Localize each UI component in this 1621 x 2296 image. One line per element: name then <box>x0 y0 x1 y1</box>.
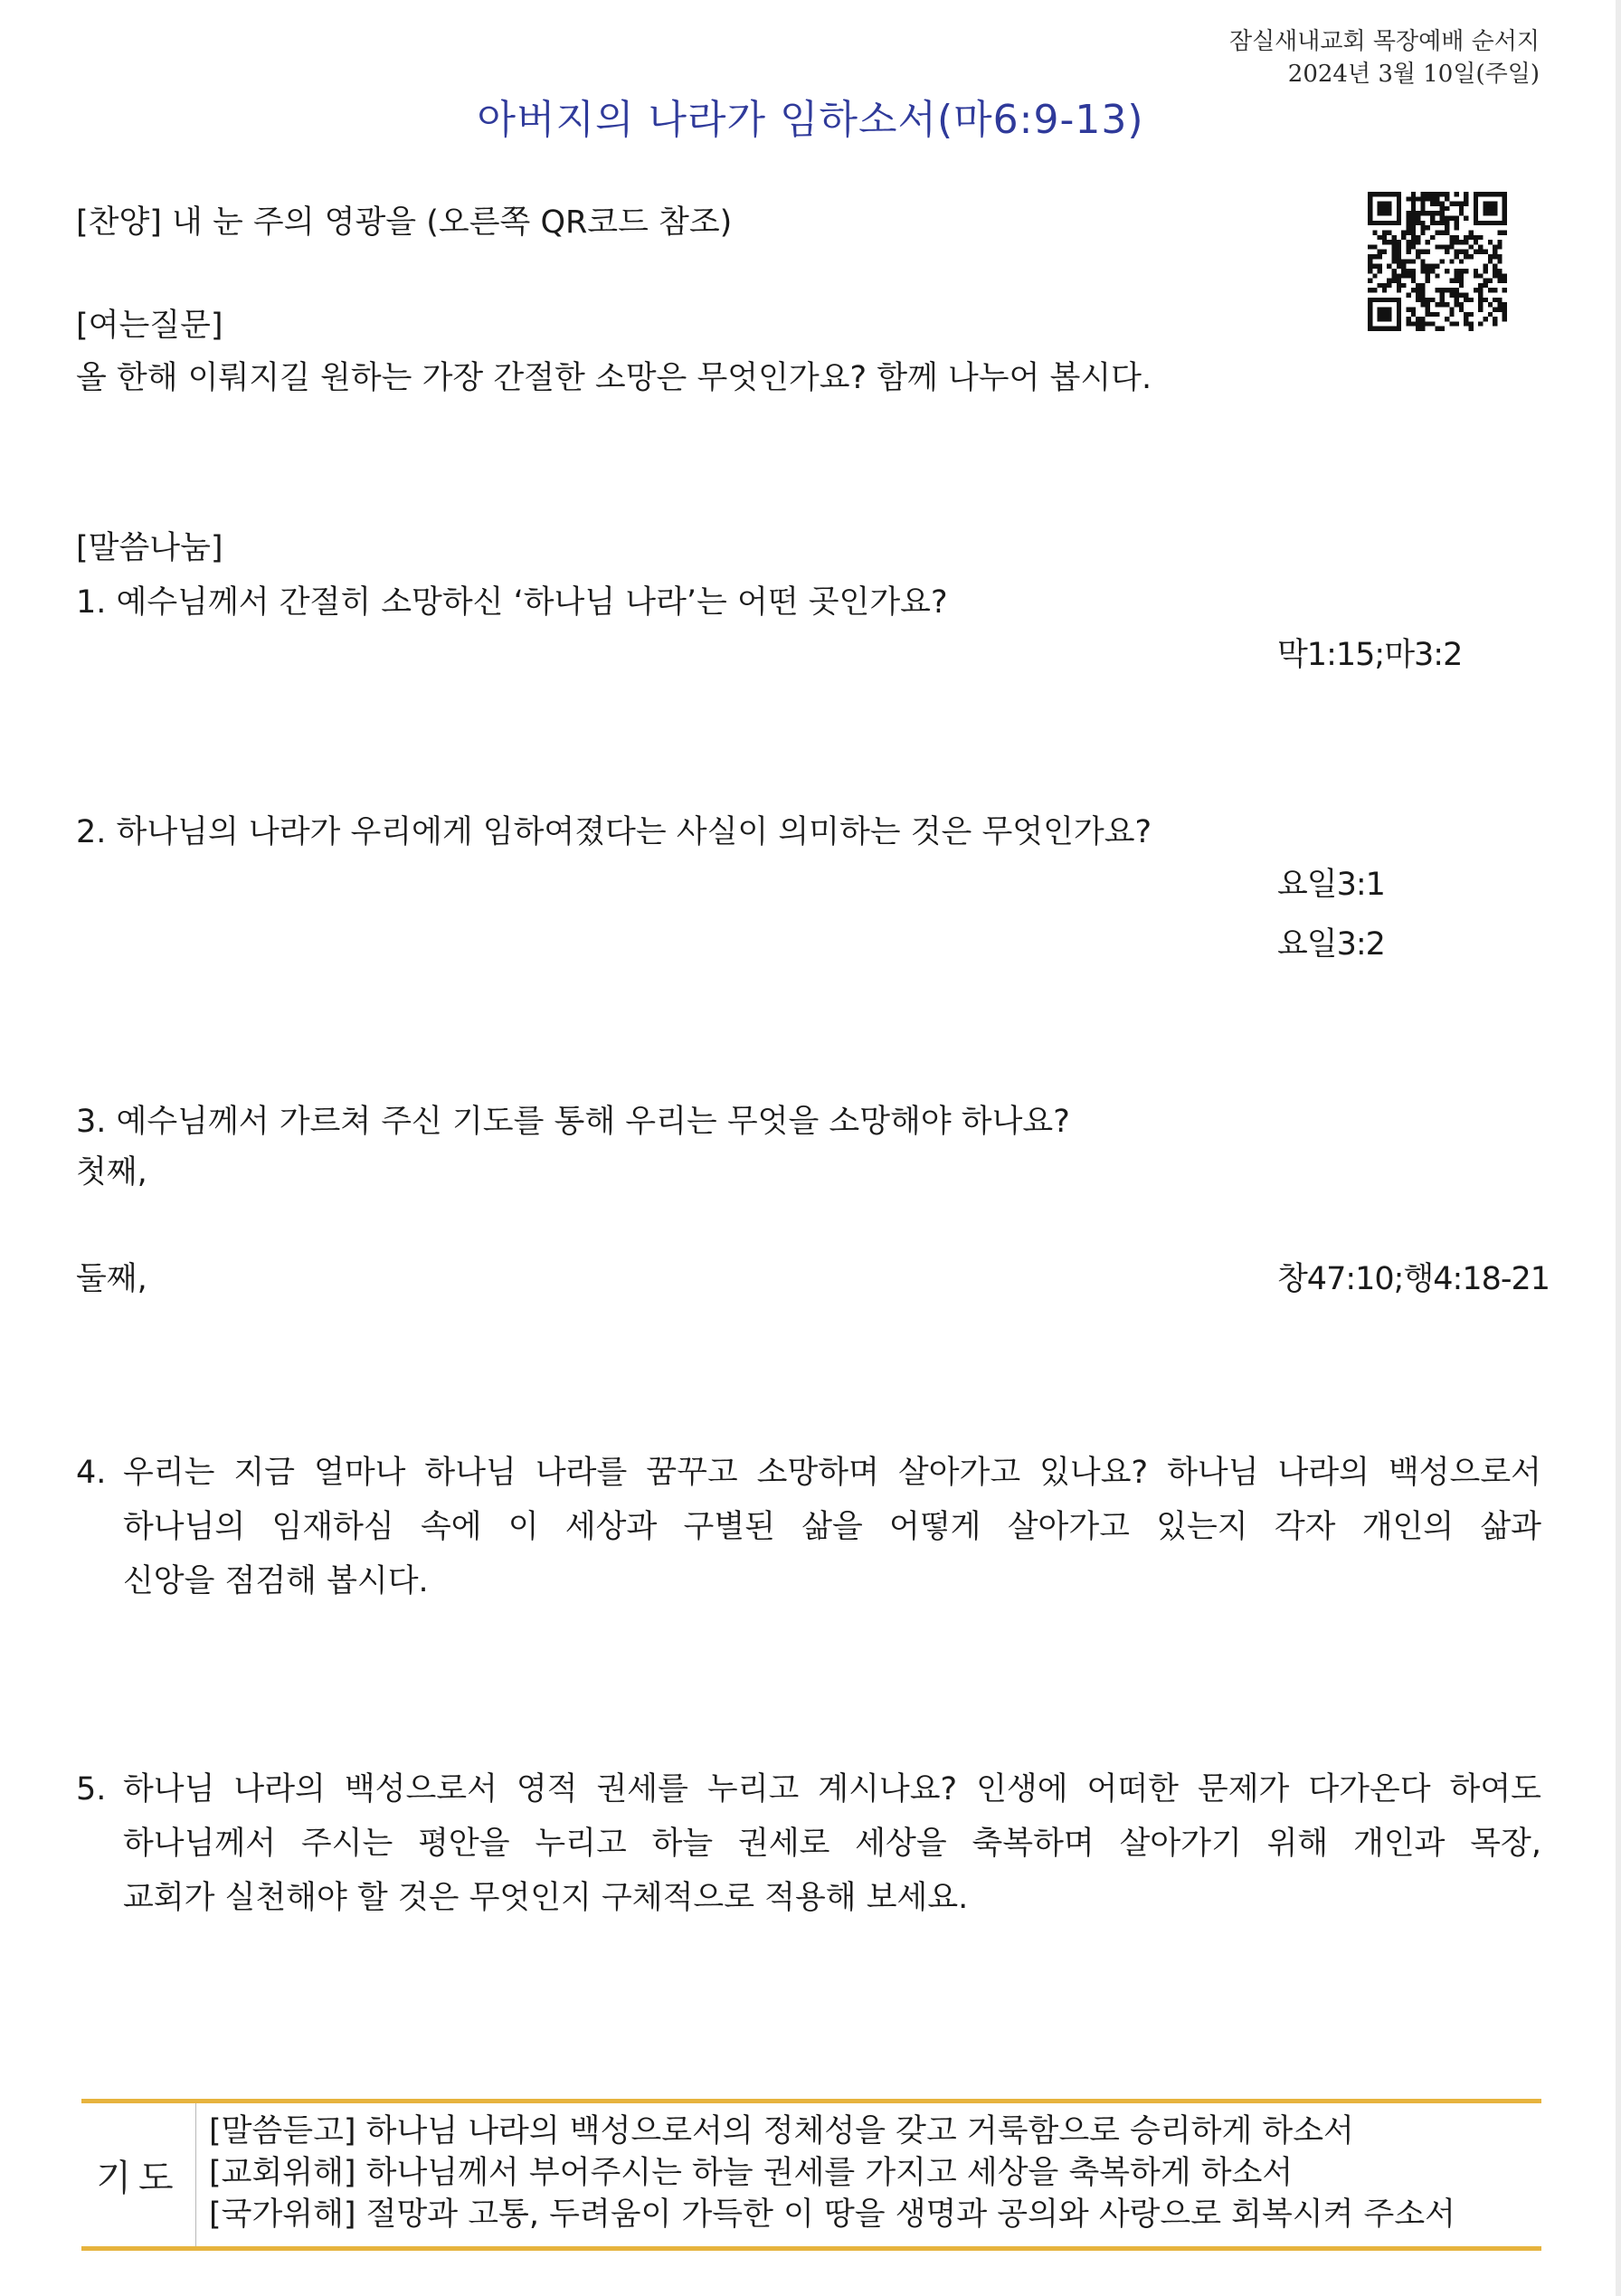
question-2-reference-2: 요일3:2 <box>1277 926 1385 963</box>
prayer-label: 기도 <box>81 2103 196 2246</box>
praise-line: [찬양] 내 눈 주의 영광을 (오른쪽 QR코드 참조) <box>76 204 733 241</box>
question-3: 3. 예수님께서 가르쳐 주신 기도를 통해 우리는 무엇을 소망해야 하나요? <box>76 1104 1070 1140</box>
service-date: 2024년 3월 10일(주일) <box>1287 61 1540 88</box>
question-4 <box>76 1446 1541 1608</box>
qr-code-icon[interactable] <box>1368 192 1507 331</box>
question-3-first: 첫째, <box>76 1154 147 1191</box>
question-5 <box>76 1762 1541 1925</box>
prayer-lines <box>196 2103 1455 2246</box>
question-1: 1. 예수님께서 간절히 소망하신 ‘하나님 나라’는 어떤 곳인가요? <box>76 584 948 621</box>
prayer-line-church: [교회위해] 하나님께서 부어주시는 하늘 권세를 가지고 세상을 축복하게 하소서 <box>209 2155 1294 2191</box>
question-4-line-2: 하나님의 임재하심 속에 이 세상과 구별된 삶을 어떻게 살아가고 있는지 각자 개인의 삶과 <box>123 1509 1541 1545</box>
question-5-line-2: 하나님께서 주시는 평안을 누리고 하늘 권세로 세상을 축복하며 살아가기 위해 개인과 목장, <box>123 1826 1541 1862</box>
question-5-number: 5. <box>76 1771 107 1807</box>
sharing-heading: [말씀나눔] <box>76 530 223 566</box>
opening-heading: [여는질문] <box>76 308 223 344</box>
question-4-number: 4. <box>76 1455 107 1491</box>
question-5-line-1: 하나님 나라의 백성으로서 영적 권세를 누리고 계시나요? 인생에 어떠한 문제가 다가온다 하여도 <box>123 1771 1541 1807</box>
question-4-line-1: 우리는 지금 얼마나 하나님 나라를 꿈꾸고 소망하며 살아가고 있나요? 하나님 나라의 백성으로서 <box>123 1455 1541 1491</box>
question-3-second: 둘째, <box>76 1261 147 1297</box>
question-3-reference: 창47:10;행4:18-21 <box>1277 1261 1550 1297</box>
prayer-box <box>81 2099 1541 2251</box>
question-2-reference-1: 요일3:1 <box>1277 867 1385 903</box>
prayer-line-word: [말씀듣고] 하나님 나라의 백성으로서의 정체성을 갖고 거룩함으로 승리하게 하소서 <box>209 2113 1354 2149</box>
opening-question: 올 한해 이뤄지길 원하는 가장 간절한 소망은 무엇인가요? 함께 나누어 봅시다. <box>76 360 1152 396</box>
question-2: 2. 하나님의 나라가 우리에게 임하여졌다는 사실이 의미하는 것은 무엇인가요? <box>76 814 1152 850</box>
header-meta <box>1229 25 1540 90</box>
page-title: 아버지의 나라가 임하소서(마6:9-13) <box>477 97 1144 143</box>
question-4-line-3: 신앙을 점검해 봅시다. <box>123 1563 429 1599</box>
question-5-line-3: 교회가 실천해야 할 것은 무엇인지 구체적으로 적용해 보세요. <box>123 1880 969 1916</box>
church-name: 잠실새내교회 목장예배 순서지 <box>1228 28 1540 55</box>
prayer-line-nation: [국가위해] 절망과 고통, 두려움이 가득한 이 땅을 생명과 공의와 사랑으로 회복시켜 주소서 <box>209 2196 1455 2233</box>
page-edge <box>1616 0 1621 2296</box>
question-1-reference: 막1:15;마3:2 <box>1277 637 1463 673</box>
